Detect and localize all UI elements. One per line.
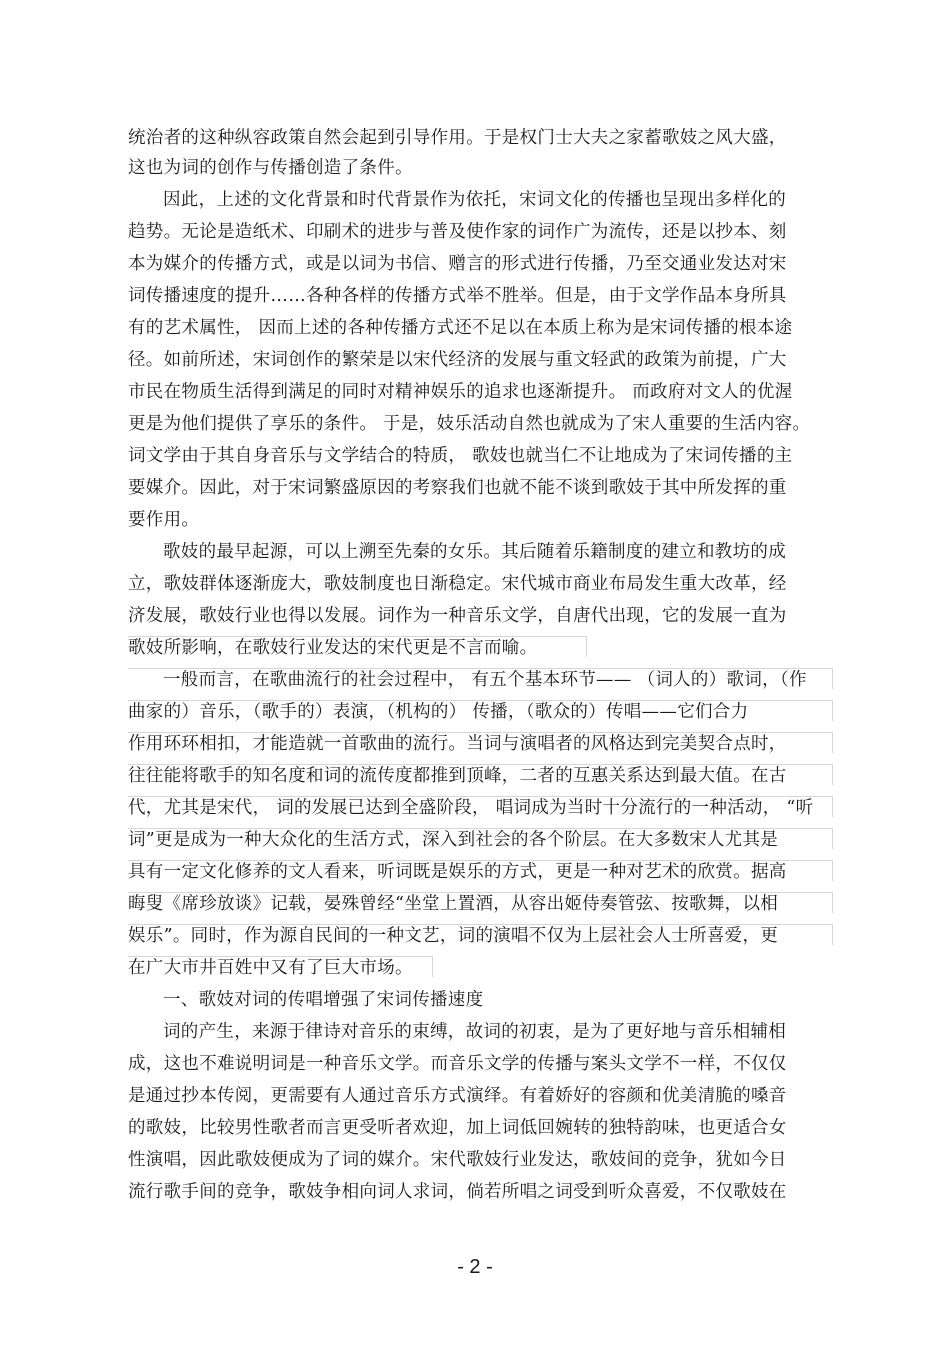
text-line: 歌妓的最早起源，可以上溯至先秦的女乐。其后随着乐籍制度的建立和教坊的成: [163, 542, 786, 562]
text-line: 本为媒介的传播方式，或是以词为书信、赠言的形式进行传播，乃至交通业发达对宋: [128, 254, 787, 274]
page-number: - 2 -: [457, 1256, 493, 1278]
text-line: 作用环环相扣，才能造就一首歌曲的流行。当词与演唱者的风格达到完美契合点时，: [128, 734, 787, 754]
text-line: 往往能将歌手的知名度和词的流传度都推到顶峰，二者的互惠关系达到最大值。在古: [128, 766, 787, 786]
text-line: 娱乐”。同时，作为源自民间的一种文艺，词的演唱不仅为上层社会人士所喜爱，更: [128, 926, 779, 946]
text-line: 这也为词的创作与传播创造了条件。: [128, 158, 413, 178]
text-line: 词传播速度的提升……各种各样的传播方式举不胜举。但是，由于文学作品本身所具: [128, 286, 787, 306]
section-heading: 一、歌妓对词的传唱增强了宋词传播速度: [163, 990, 484, 1010]
text-line: 立，歌妓群体逐渐庞大，歌妓制度也日渐稳定。宋代城市商业布局发生重大改革，经: [128, 574, 787, 594]
text-line: 济发展，歌妓行业也得以发展。词作为一种音乐文学，自唐代出现，它的发展一直为: [128, 606, 787, 626]
text-line: 要媒介。因此，对于宋词繁盛原因的考察我们也就不能不谈到歌妓于其中所发挥的重: [128, 478, 787, 498]
text-line: 晦叟《席珍放谈》记载，晏殊曾经“坐堂上置酒，从容出姬侍奏管弦、按歌舞，以相: [128, 894, 779, 914]
text-line: 要作用。: [128, 510, 200, 530]
text-line: 市民在物质生活得到满足的同时对精神娱乐的追求也逐渐提升。 而政府对文人的优渥: [128, 382, 793, 402]
text-line: 统治者的这种纵容政策自然会起到引导作用。于是权门士大夫之家蓄歌妓之风大盛，: [128, 128, 787, 148]
text-line: 趋势。无论是造纸术、印刷术的进步与普及使作家的词作广为流传，还是以抄本、刻: [128, 222, 787, 242]
text-line: 代，尤其是宋代， 词的发展已达到全盛阶段， 唱词成为当时十分流行的一种活动， “听: [128, 798, 814, 818]
text-line: 是通过抄本传阅，更需要有人通过音乐方式演绎。有着娇好的容颜和优美清脆的嗓音: [128, 1086, 787, 1106]
text-line: 词的产生，来源于律诗对音乐的束缚，故词的初衷，是为了更好地与音乐相辅相: [163, 1022, 786, 1042]
text-line: 因此，上述的文化背景和时代背景作为依托，宋词文化的传播也呈现出多样化的: [163, 190, 786, 210]
text-line: 在广大市井百姓中又有了巨大市场。: [128, 958, 413, 978]
text-line: 的歌妓，比较男性歌者而言更受听者欢迎，加上词低回婉转的独特韵味，也更适合女: [128, 1118, 787, 1138]
text-line: 词文学由于其自身音乐与文学结合的特质， 歌妓也就当仁不让地成为了宋词传播的主: [128, 446, 793, 466]
text-line: 有的艺术属性， 因而上述的各种传播方式还不足以在本质上称为是宋词传播的根本途: [128, 318, 793, 338]
text-line: 流行歌手间的竞争，歌妓争相向词人求词，倘若所唱之词受到听众喜爱，不仅歌妓在: [128, 1182, 787, 1202]
text-line: 曲家的）音乐，（歌手的）表演，（机构的） 传播，（歌众的）传唱——它们合力: [128, 702, 749, 722]
text-line: 径。如前所述，宋词创作的繁荣是以宋代经济的发展与重文轻武的政策为前提，广大: [128, 350, 787, 370]
text-line: 性演唱，因此歌妓便成为了词的媒介。宋代歌妓行业发达，歌妓间的竞争，犹如今日: [128, 1150, 787, 1170]
text-line: 词”更是成为一种大众化的生活方式，深入到社会的各个阶层。在大多数宋人尤其是: [128, 830, 779, 850]
text-line: 一般而言，在歌曲流行的社会过程中， 有五个基本环节—— （词人的）歌词，（作: [163, 670, 807, 690]
text-line: 歌妓所影响，在歌妓行业发达的宋代更是不言而喻。: [128, 638, 538, 658]
text-line: 具有一定文化修养的文人看来，听词既是娱乐的方式，更是一种对艺术的欣赏。据高: [128, 862, 787, 882]
text-line: 成，这也不难说明词是一种音乐文学。而音乐文学的传播与案头文学不一样，不仅仅: [128, 1054, 787, 1074]
text-line: 更是为他们提供了享乐的条件。 于是，妓乐活动自然也就成为了宋人重要的生活内容。: [128, 414, 811, 434]
